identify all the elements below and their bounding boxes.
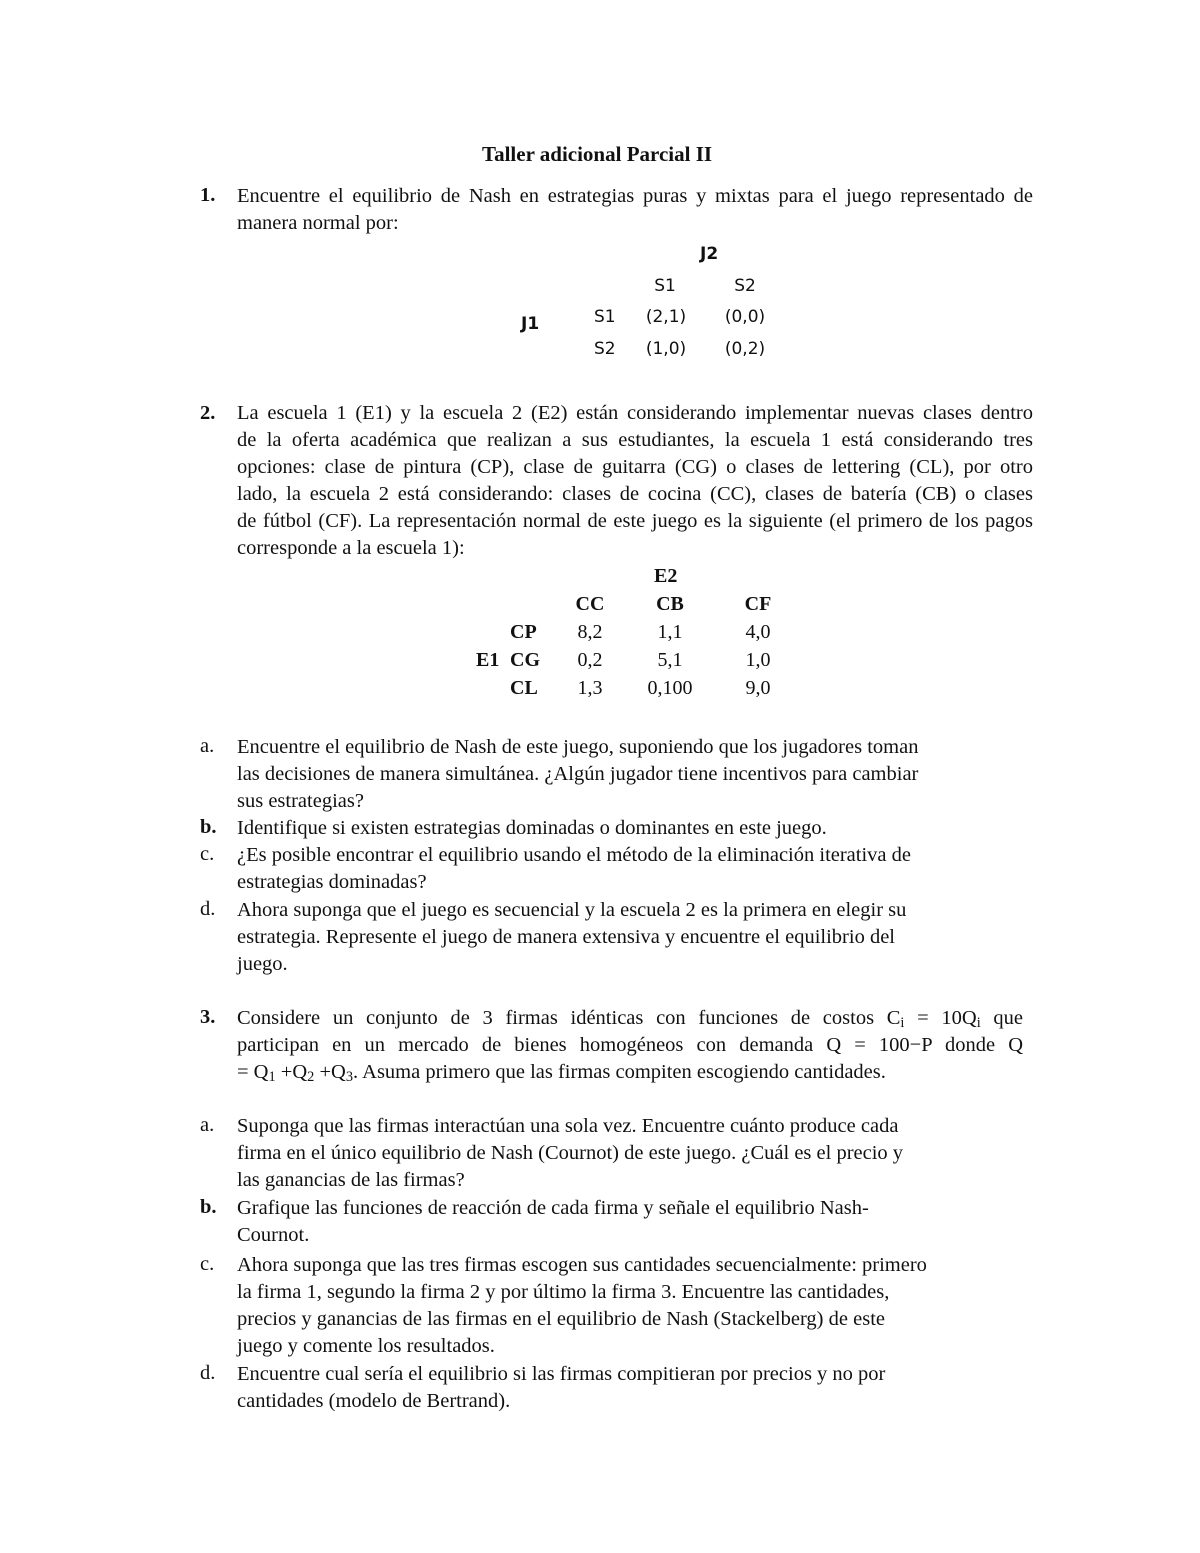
q3-item-b-line-2: Cournot. [237, 1224, 310, 1246]
q2-item-a-line-2: las decisiones de manera simultánea. ¿Algún jugador tiene incentivos para cambiar [237, 763, 919, 785]
q3-item-d-letter: d. [200, 1362, 216, 1384]
q3-line-1: Considere un conjunto de 3 firmas idénticas con funciones de costos $C_i = 10Q_i$ que [237, 1007, 1023, 1031]
q2-item-d-line-1: Ahora suponga que el juego es secuencial y la escuela 2 es la primera en elegir su [237, 899, 907, 921]
q2-item-a-letter: a. [200, 735, 215, 757]
q2-item-c-line-2: estrategias dominadas? [237, 871, 427, 893]
table2-cell-cg-cb: 5,1 [657, 649, 683, 671]
q1-line-1: Encuentre el equilibrio de Nash en estrategias puras y mixtas para el juego representado de [237, 185, 1033, 207]
q3-item-a-line-2: firma en el único equilibrio de Nash (Cournot) de este juego. ¿Cuál es el precio y [237, 1142, 904, 1164]
question-3-number: 3. [200, 1006, 216, 1028]
q2-line-4: lado, la escuela 2 está considerando: clases de cocina (CC), clases de batería (CB) o clases [237, 483, 1033, 505]
table1-col-header-s1: S1 [654, 276, 676, 296]
q2-item-b-line-1: Identifique si existen estrategias dominadas o dominantes en este juego. [237, 817, 827, 839]
table2-col-header-cb: CB [656, 593, 684, 615]
q2-line-1: La escuela 1 (E1) y la escuela 2 (E2) están considerando implementar nuevas clases dentro [237, 402, 1033, 424]
q3-item-b-line-1: Grafique las funciones de reacción de cada firma y señale el equilibrio Nash- [237, 1197, 869, 1219]
table2-cell-cl-cb: 0,100 [647, 677, 693, 699]
q2-item-d-line-3: juego. [237, 953, 288, 975]
q3-item-b [237, 1195, 1037, 1249]
question-3-text [237, 1005, 1023, 1086]
q3-item-d [237, 1361, 1037, 1415]
q2-item-d [237, 897, 1037, 978]
question-2-number: 2. [200, 402, 216, 424]
table2-cell-cg-cf: 1,0 [745, 649, 771, 671]
table2-row-player: E1 [476, 649, 500, 671]
q3-item-a-line-1: Suponga que las firmas interactúan una sola vez. Encuentre cuánto produce cada [237, 1115, 899, 1137]
table1-cell-s2-s2: (0,2) [724, 339, 766, 359]
q3-line-2: participan en un mercado de bienes homogéneos con demanda Q = 100−P donde Q [237, 1034, 1023, 1056]
table2-cell-cg-cc: 0,2 [577, 649, 603, 671]
table2-cell-cl-cf: 9,0 [745, 677, 771, 699]
q1-line-2: manera normal por: [237, 212, 399, 234]
q3-item-a [237, 1113, 1037, 1194]
question-1-number: 1. [200, 184, 216, 206]
table1-row-label-s2: S2 [594, 339, 616, 359]
table2-cell-cl-cc: 1,3 [577, 677, 603, 699]
q2-item-b [237, 815, 1037, 842]
q3-item-c-line-3: precios y ganancias de las firmas en el equilibrio de Nash (Stackelberg) de este [237, 1308, 885, 1330]
q2-item-c [237, 842, 1037, 896]
question-1-text [237, 183, 1033, 237]
question-2-text [237, 400, 1033, 562]
q2-item-a-line-1: Encuentre el equilibrio de Nash de este juego, suponiendo que los jugadores toman [237, 736, 919, 758]
q2-item-c-line-1: ¿Es posible encontrar el equilibrio usando el método de la eliminación iterativa de [237, 844, 911, 866]
q3-item-c-line-2: la firma 1, segundo la firma 2 y por último la firma 3. Encuentre las cantidades, [237, 1281, 890, 1303]
table2-row-label-cl: CL [510, 677, 538, 699]
q2-item-a-line-3: sus estrategias? [237, 790, 364, 812]
q2-line-3: opciones: clase de pintura (CP), clase de guitarra (CG) o clases de lettering (CL), por otro [237, 456, 1033, 478]
table2-row-label-cg: CG [510, 649, 540, 671]
q2-line-2: de la oferta académica que realizan a sus estudiantes, la escuela 1 está considerando tres [237, 429, 1033, 451]
q3-item-c-line-1: Ahora suponga que las tres firmas escogen sus cantidades secuencialmente: primero [237, 1254, 927, 1276]
q2-line-6: corresponde a la escuela 1): [237, 537, 465, 559]
q2-item-b-letter: b. [200, 816, 217, 838]
q3-item-d-line-2: cantidades (modelo de Bertrand). [237, 1390, 511, 1412]
table2-row-label-cp: CP [510, 621, 537, 643]
table2-cell-cp-cb: 1,1 [657, 621, 683, 643]
table2-cell-cp-cf: 4,0 [745, 621, 771, 643]
q2-item-c-letter: c. [200, 843, 215, 865]
table2-col-player: E2 [654, 565, 678, 587]
q2-line-5: de fútbol (CF). La representación normal de este juego es la siguiente (el primero de los pagos [237, 510, 1033, 532]
q2-item-a [237, 734, 1037, 815]
q3-line-3: = $Q_1 +Q_2 +Q_3$. Asuma primero que las firmas compiten escogiendo cantidades. [237, 1061, 886, 1085]
table1-col-header-s2: S2 [734, 276, 756, 296]
q3-item-a-letter: a. [200, 1114, 215, 1136]
q3-item-a-line-3: las ganancias de las firmas? [237, 1169, 465, 1191]
q2-item-d-line-2: estrategia. Represente el juego de manera extensiva y encuentre el equilibrio del [237, 926, 895, 948]
table1-row-player: J1 [521, 314, 540, 334]
table2-col-header-cf: CF [744, 593, 772, 615]
table2-col-header-cc: CC [575, 593, 605, 615]
table1-cell-s2-s1: (1,0) [645, 339, 687, 359]
page-title: Taller adicional Parcial II [482, 142, 713, 166]
q3-item-c-letter: c. [200, 1253, 215, 1275]
table1-row-label-s1: S1 [594, 307, 616, 327]
q3-item-b-letter: b. [200, 1196, 217, 1218]
q2-item-d-letter: d. [200, 898, 216, 920]
table1-cell-s1-s2: (0,0) [724, 307, 766, 327]
q3-item-c [237, 1252, 1037, 1360]
table1-col-player: J2 [700, 244, 719, 264]
q3-item-c-line-4: juego y comente los resultados. [237, 1335, 495, 1357]
table1-cell-s1-s1: (2,1) [645, 307, 687, 327]
table2-cell-cp-cc: 8,2 [577, 621, 603, 643]
q3-item-d-line-1: Encuentre cual sería el equilibrio si las firmas compitieran por precios y no por [237, 1363, 886, 1385]
